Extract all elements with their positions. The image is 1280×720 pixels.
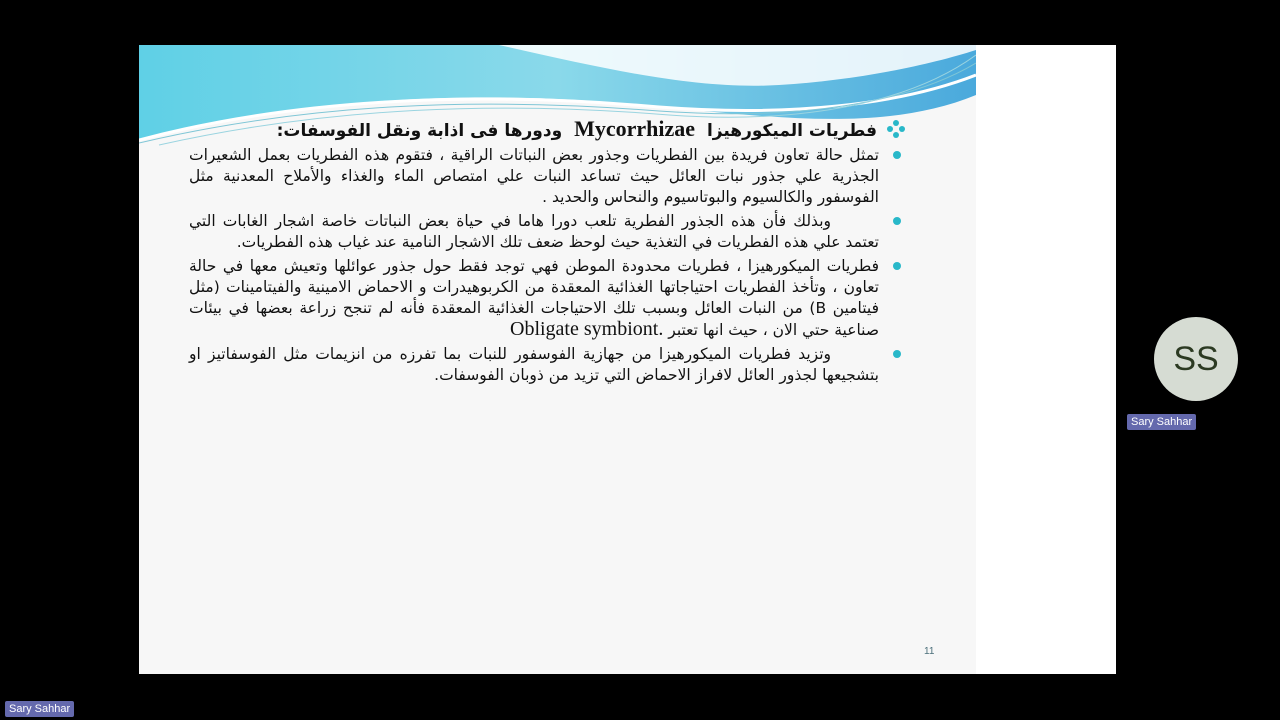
- bullet-dot-icon: [893, 151, 901, 159]
- bullet-item: [189, 211, 879, 253]
- slide-page-number: 11: [924, 646, 935, 657]
- title-arabic-prefix: فطريات الميكورهيزا: [706, 121, 877, 141]
- bullet-dot-icon: [893, 217, 901, 225]
- bullet-dot-icon: [893, 262, 901, 270]
- bullet-text: وبذلك فأن هذه الجذور الفطرية تلعب دورا هاما في حياة بعض النباتات خاصة اشجار الغابات التي تعتمد علي هذه الفطريات في التغذية حيث لوحظ ضعف تلك الاشجار النامية عند غياب هذه الفطريات.: [189, 212, 879, 251]
- slide-title: [189, 117, 879, 143]
- title-latin-term: Mycorrhizae: [574, 116, 696, 141]
- title-arabic-suffix: ودورها فى اذابة ونقل الفوسفات:: [276, 121, 563, 141]
- bullet-text: تمثل حالة تعاون فريدة بين الفطريات وجذور بعض النباتات الراقية ، فتقوم هذه الفطريات بعمل الشعيرات الجذرية علي جذور نبات العائل حيث تساعد النبات علي امتصاص الماء والغذاء والأملاح المعدنية مثل الفوسفور والكالسيوم والبوتاسيوم والنحاس والحديد .: [189, 146, 879, 206]
- bullet-text: فطريات الميكورهيزا ، فطريات محدودة الموطن فهي توجد فقط حول جذور عوائلها وتعيش معها في حالة تعاون ، وتأخذ الفطريات احتياجاتها الغذائية المعقدة من الكربوهيدرات و الاحماض الامينية والفيتامينات (مثل فيتامين B) من النبات العائل وبسبب تلك الاحتياجات الغذائية المعقدة فأنه لم تنجح زراعة بعضها في بيئات صناعية حتي الان ، حيث انها تعتبر: [189, 257, 879, 339]
- participant-name-tag: Sary Sahhar: [1127, 414, 1196, 430]
- bullet-item: [189, 256, 879, 341]
- participant-avatar[interactable]: SS: [1154, 317, 1238, 401]
- self-view-name-tag: Sary Sahhar: [5, 701, 74, 717]
- slide-content: [189, 117, 879, 389]
- bullet-text: وتزيد فطريات الميكورهيزا من جهازية الفوسفور للنبات بما تفرزه من انزيمات مثل الفوسفاتيز او بتشجيعها لجذور العائل لافراز الاحماض التي تزيد من ذوبان الفوسفات.: [189, 345, 879, 384]
- bullet-item: [189, 344, 879, 386]
- bullet-latin-term: Obligate symbiont.: [510, 318, 664, 340]
- diamond-bullet-icon: [887, 120, 905, 138]
- presentation-slide: [139, 45, 976, 674]
- screen-share-area: [139, 45, 1116, 674]
- bullet-dot-icon: [893, 350, 901, 358]
- bullet-item: [189, 145, 879, 208]
